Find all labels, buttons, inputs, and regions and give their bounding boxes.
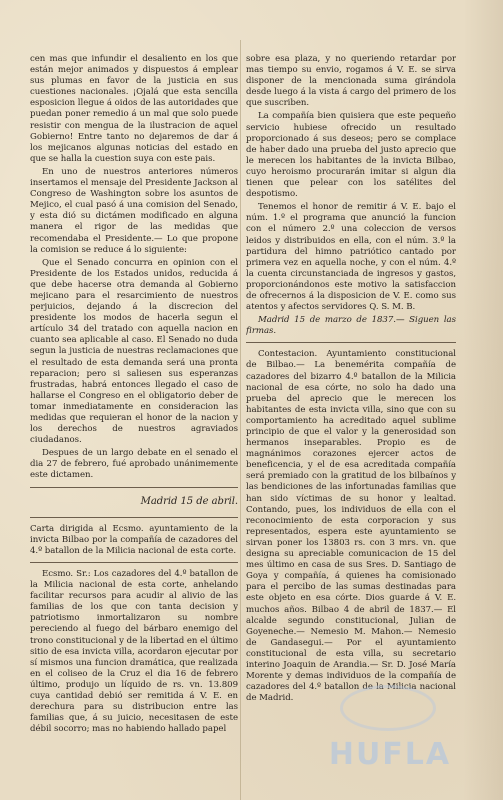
watermark-text: HUFLA [328,737,452,772]
right-column [246,54,456,794]
section-divider [30,487,238,488]
paragraph-enclosures: Tenemos el honor de remitir á V. E. bajo el núm. 1.º el programa que anunció la funcion con el número 2.º una coleccion de versos leidos y distribuidos en ella, con el núm. 3.º la partidura del himno patriótico cantado por primera vez en aquella noche, y con el núm. 4.º la cuenta circunstanciada de ingresos y gastos, proporcionándonos este motivo la satisfaccion de ofrecernos á la disposicion de V. E. como sus atentos y afectos servidores Q. S. M. B. [246,202,456,313]
page-edge-shadow [463,0,503,800]
section-divider [30,517,238,518]
letter-body: Ecsmo. Sr.: Los cazadores del 4.º batallon de la Milicia nacional de esta corte, anhelando facilitar recursos para acudir al alivio de las familias de los que con tanta decision y patriotismo inmortalizaron su nombre pereciendo al fuego del bárbaro enemigo del trono constitucional y de la libertad en el último sitio de esa invicta villa, acordaron ejecutar por sí mismos una funcion dramática, que realizada en el coliseo de la Cruz el dia 16 de febrero último, produjo un líquido de rs. vn. 13.809 cuya cantidad debió ser remitida á V. E. en derechura para su distribucion entre las familias que, á su juicio, necesitasen de este débil socorro; mas no habiendo hallado papel [30,568,238,735]
dateline-madrid-march: Madrid 15 de marzo de 1837.— Siguen las firmas. [246,315,456,337]
left-column [30,54,238,794]
paragraph-company-wish: La compañía bien quisiera que este pequeño servicio hubiese ofrecido un resultado proporcionado á sus deseos; pero se complace de haber dado una prueba del justo aprecio que le merecen los habitantes de la invicta Bilbao, cuyo heroismo procurarán imitar si algun dia tienen que pelear con los satélites del despotismo. [246,111,456,200]
paragraph-intro-continuation: cen mas que infundir el desaliento en los que están mejor animados y dispuestos á emplear sus plumas en favor de la justicia en sus cuestiones nacionales. ¡Ojalá que esta sencilla esposicion llegue á oidos de las autoridades que puedan poner remedio á un mal que solo puede resistir con mengua de la ilustracion de aquel Gobierno! Entre tanto no dejaremos de dar á los mejicanos algunas noticias del estado en que se halla la cuestion suya con este pais. [30,54,238,164]
dateline-madrid-april: Madrid 15 de abril. [140,495,238,507]
column-gutter [240,40,241,800]
paragraph-approval: Despues de un largo debate en el senado el dia 27 de febrero, fué aprobado unánimemente este dictamen. [30,448,238,481]
paragraph-letter-continuation: sobre esa plaza, y no queriendo retardar por mas tiempo su envio, rogamos á V. E. se sirva disponer de la mencionada suma girándola desde luego á la vista á cargo del primero de los que suscriben. [246,54,456,109]
paragraph-senate-resolution: Que el Senado concurra en opinion con el Presidente de los Estados unidos, reducida á que debe hacerse otra demanda al Gobierno mejicano para el resarcimiento de nuestros perjuicios, dejando á la discrecion del presidente los modos de hacerla segun el artículo 34 del tratado con aquella nacion en cuanto sea aplicable al caso. El Senado no duda segun la justicia de nuestras reclamaciones que el resultado de esta demanda será una pronta reparacion; pero si saliesen sus esperanzas frustradas, habrá entonces llegado el caso de hallarse el Congreso en el obligatorio deber de tomar inmediatamente en consideracion las medidas que requieran el honor de la nacion y los derechos de nuestros agraviados ciudadanos. [30,257,238,446]
section-divider [246,342,456,343]
paragraph-senate-report: En uno de nuestros anteriores números insertamos el mensaje del Presidente Jackson al Congreso de Washington sobre los asuntos de Mejico, el cual pasó á una comision del Senado, y esta dió su dictámen modificado en alguna manera el rigor de las medidas que recomendaba el Presidente.— Lo que propone la comision se reduce á lo siguiente: [30,166,238,255]
letter-heading: Carta dirigida al Ecsmo. ayuntamiento de la invicta Bilbao por la compañía de cazadores del 4.º batallon de la Milicia nacional de esta corte. [30,523,238,556]
section-divider [30,562,238,563]
reply-from-bilbao: Contestacion. Ayuntamiento constitucional de Bilbao.— La benemérita compañía de cazadores del bizarro 4.º batallon de la Milicia nacional de esa córte, no solo ha dado una prueba del aprecio que le merecen los habitantes de esta invicta villa, sino que con su comportamiento ha acreditado aquel sublime principio de que el valor y la generosidad son hermanos inseparables. Propio es de magnánimos corazones ejercer actos de beneficencia, y el de esa acreditada compañía será premiado con la gratitud de los bilbaínos y las bendiciones de las infortunadas familias que han sido víctimas de su honor y lealtad. Contando, pues, los individuos de ella con el reconocimiento de esta corporacion y sus representados, espera este ayuntamiento se sirvan poner los 13803 rs. con 3 mrs. vn. que designa su apreciable comunicacion de 15 del mes último en casa de sus Sres. D. Santiago de Goya y compañía, á quienes ha comisionado para el percibo de las sumas destinadas para este objeto en esa córte. Dios guarde á V. E. muchos años. Bilbao 4 de abril de 1837.— El alcalde segundo constitucional, Julian de Goyeneche.— Nemesio M. Mahon.— Nemesio de Gandasegui.— Por el ayuntamiento constitucional de esta villa, su secretario interino Joaquin de Arandia.— Sr. D. José María Morente y demas individuos de la compañía de cazadores del 4.º batallon de la Milicia nacional de Madrid. [246,349,456,704]
